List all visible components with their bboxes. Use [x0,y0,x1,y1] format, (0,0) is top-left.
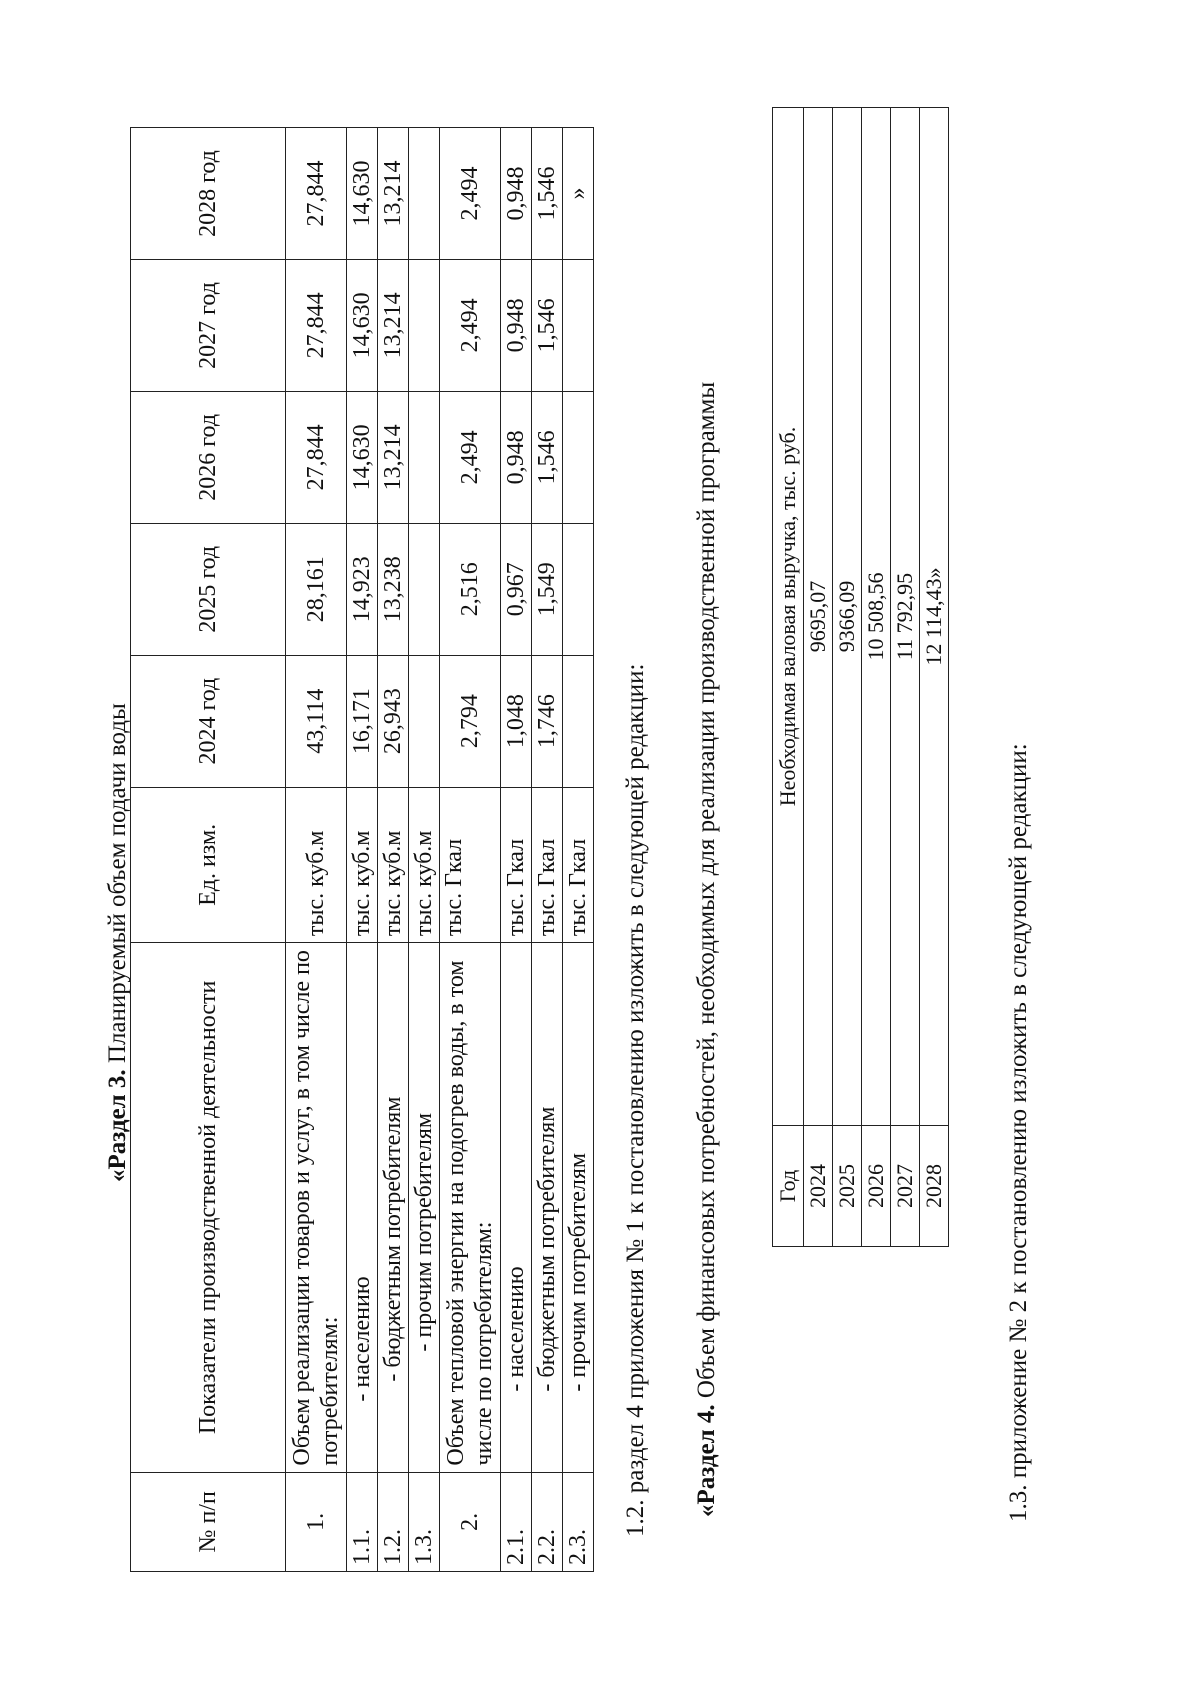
cell-2026: 2,494 [440,391,501,523]
header-2024: 2024 год [131,655,286,787]
row-year: 2026 [862,1126,891,1247]
cell-2026: 1,546 [532,391,563,523]
row-revenue: 9695,07 [804,108,833,1126]
row-indicator: - бюджетным потребителям [378,943,409,1472]
header-2027: 2027 год [131,259,286,391]
table-row [563,128,594,1572]
table-row [286,128,347,1572]
table-row [501,128,532,1572]
table-row [347,128,378,1572]
paragraph-1-3: 1.3. приложение № 2 к постановлению изложить в следующей редакции: [1005,743,1032,1522]
row-revenue: 12 114,43» [920,108,949,1126]
cell-2028: 14,630 [347,128,378,260]
cell-2025: 28,161 [286,523,347,655]
row-year: 2027 [891,1126,920,1247]
cell-2025: 13,238 [378,523,409,655]
cell-2028: » [563,128,594,260]
row-year: 2024 [804,1126,833,1247]
cell-2026: 13,214 [378,391,409,523]
table-row [833,108,862,1247]
section3-title [104,703,132,1182]
cell-2028: 0,948 [501,128,532,260]
cell-2028: 1,546 [532,128,563,260]
row-num: 1.3. [409,1472,440,1571]
row-indicator: Объем тепловой энергии на подогрев воды, в том числе по потребителям: [440,943,501,1472]
cell-2025 [409,523,440,655]
cell-2026: 0,948 [501,391,532,523]
cell-2024: 16,171 [347,655,378,787]
cell-2027 [563,259,594,391]
cell-2024: 2,794 [440,655,501,787]
header-unit: Ед. изм. [131,787,286,943]
row-unit: тыс. куб.м [286,787,347,943]
row-unit: тыс. Гкал [501,787,532,943]
table-row [378,128,409,1572]
row-unit: тыс. Гкал [532,787,563,943]
row-indicator: Объем реализации товаров и услуг, в том числе по потребителям: [286,943,347,1472]
cell-2026 [409,391,440,523]
cell-2028 [409,128,440,260]
table-row [804,108,833,1247]
table-row [920,108,949,1247]
header-num: № п/п [131,1472,286,1571]
row-year: 2028 [920,1126,949,1247]
cell-2028: 2,494 [440,128,501,260]
row-num: 2.3. [563,1472,594,1571]
header-year: Год [773,1126,804,1247]
row-unit: тыс. Гкал [563,787,594,943]
cell-2026 [563,391,594,523]
cell-2025 [563,523,594,655]
cell-2028: 27,844 [286,128,347,260]
header-2026: 2026 год [131,391,286,523]
cell-2027: 27,844 [286,259,347,391]
row-unit: тыс. Гкал [440,787,501,943]
cell-2027: 13,214 [378,259,409,391]
cell-2027 [409,259,440,391]
row-num: 1. [286,1472,347,1571]
water-supply-table [130,127,594,1572]
row-indicator: - населению [501,943,532,1472]
row-num: 2. [440,1472,501,1571]
header-2028: 2028 год [131,128,286,260]
row-unit: тыс. куб.м [409,787,440,943]
header-2025: 2025 год [131,523,286,655]
table-row [532,128,563,1572]
table-header-row [131,128,286,1572]
row-revenue: 9366,09 [833,108,862,1126]
row-num: 1.2. [378,1472,409,1571]
cell-2027: 0,948 [501,259,532,391]
cell-2024: 26,943 [378,655,409,787]
cell-2027: 14,630 [347,259,378,391]
cell-2024 [563,655,594,787]
table-row [409,128,440,1572]
cell-2025: 2,516 [440,523,501,655]
cell-2024: 1,048 [501,655,532,787]
cell-2024 [409,655,440,787]
row-revenue: 11 792,95 [891,108,920,1126]
cell-2024: 1,746 [532,655,563,787]
header-revenue: Необходимая валовая выручка, тыс. руб. [773,108,804,1126]
row-num: 2.2. [532,1472,563,1571]
table-row [891,108,920,1247]
row-num: 2.1. [501,1472,532,1571]
section4-title [693,382,721,1517]
row-indicator: - населению [347,943,378,1472]
header-indicator: Показатели производственной деятельности [131,943,286,1472]
cell-2028: 13,214 [378,128,409,260]
row-year: 2025 [833,1126,862,1247]
cell-2026: 27,844 [286,391,347,523]
table-header-row [773,108,804,1247]
section3-title-bold: «Раздел 3. [104,1069,131,1182]
cell-2027: 1,546 [532,259,563,391]
revenue-table [772,107,949,1247]
paragraph-1-2: 1.2. раздел 4 приложения № 1 к постановлению изложить в следующей редакции: [622,663,649,1537]
cell-2026: 14,630 [347,391,378,523]
cell-2027: 2,494 [440,259,501,391]
row-revenue: 10 508,56 [862,108,891,1126]
row-indicator: - прочим потребителям [563,943,594,1472]
cell-2025: 1,549 [532,523,563,655]
cell-2024: 43,114 [286,655,347,787]
row-unit: тыс. куб.м [378,787,409,943]
cell-2025: 0,967 [501,523,532,655]
row-num: 1.1. [347,1472,378,1571]
section4-title-bold: «Раздел 4. [693,1404,720,1517]
table-row [862,108,891,1247]
row-unit: тыс. куб.м [347,787,378,943]
section4-title-rest: Объем финансовых потребностей, необходимых для реализации производственной программы [693,381,720,1405]
row-indicator: - бюджетным потребителям [532,943,563,1472]
cell-2025: 14,923 [347,523,378,655]
table-row [440,128,501,1572]
section3-title-rest: Планируемый объем подачи воды [104,703,131,1070]
row-indicator: - прочим потребителям [409,943,440,1472]
